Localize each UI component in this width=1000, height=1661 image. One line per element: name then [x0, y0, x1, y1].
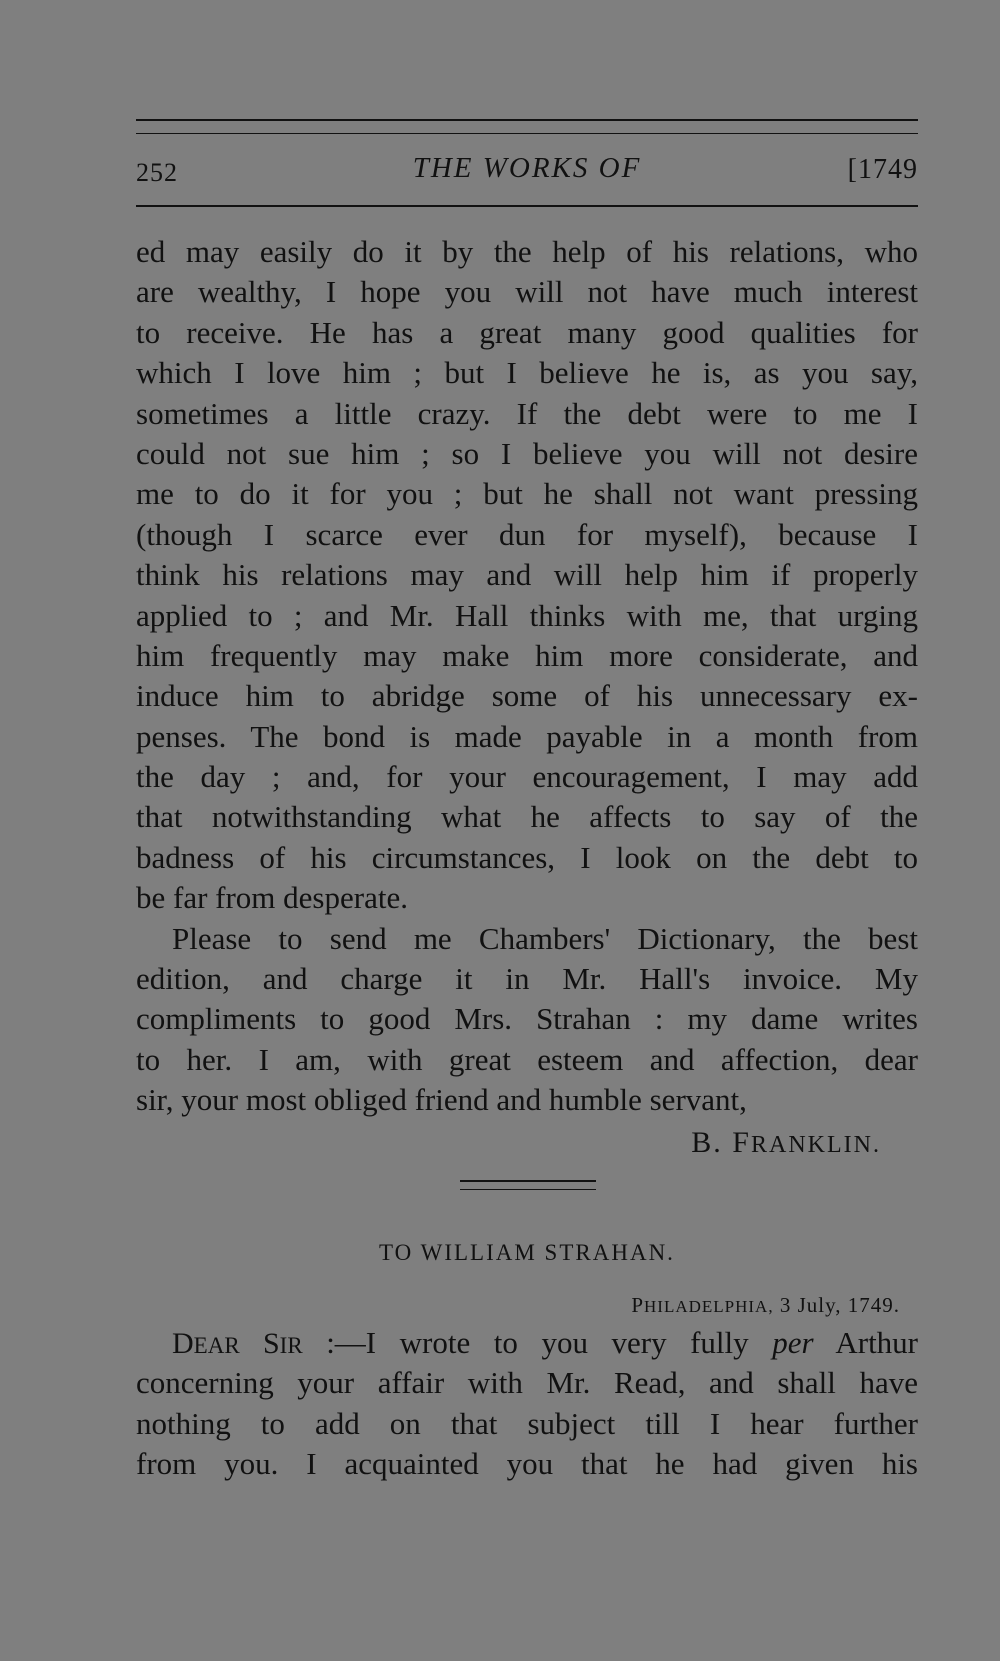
italic-per: per [772, 1325, 814, 1360]
signature [136, 1126, 881, 1160]
letter-body [136, 1323, 918, 1485]
salutation [172, 1327, 303, 1360]
text-line: sometimes a little crazy. If the debt were to me I [136, 395, 918, 431]
text-line: could not sue him ; so I believe you will not desire [136, 435, 918, 471]
text-line: which I love him ; but I believe he is, as you say, [136, 355, 918, 391]
text-line: me to do it for you ; but he shall not want pressing [136, 476, 918, 512]
text-line: be far from desperate. [136, 880, 408, 916]
text-line: that notwithstanding what he affects to say of the [136, 799, 918, 835]
header-rule [136, 205, 918, 207]
section-divider [460, 1180, 596, 1190]
text-line [136, 1323, 918, 1363]
text-line: the day ; and, for your encouragement, I may add [136, 759, 918, 795]
book-page [136, 0, 918, 1661]
text-line: badness of his circumstances, I look on the debt to [136, 839, 918, 875]
text-line: are wealthy, I hope you will not have much interest [136, 274, 918, 310]
text-line: think his relations may and will help him if properly [136, 557, 918, 593]
signature-surname: RANKLIN. [751, 1132, 881, 1158]
salutation-s: S [239, 1327, 280, 1360]
text-line: compliments to good Mrs. Strahan : my dame writes [136, 1001, 918, 1037]
dateline [631, 1293, 900, 1318]
dateline-date: 3 July, 1749. [773, 1293, 900, 1317]
letter-body-continued [136, 232, 918, 1121]
signature-initial: B. F [691, 1126, 751, 1159]
text-line: Please to send me Chambers' Dictionary, the best [172, 920, 918, 956]
salutation-ir: IR [279, 1333, 303, 1358]
text-line: to her. I am, with great esteem and affection, dear [136, 1041, 918, 1077]
letter-heading: TO WILLIAM STRAHAN. [379, 1240, 675, 1265]
text-line: to receive. He has a great many good qualities for [136, 314, 918, 350]
salutation-ear: EAR [193, 1333, 240, 1358]
text-line: applied to ; and Mr. Hall thinks with me, that urging [136, 597, 918, 633]
text-line: nothing to add on that subject till I hear further [136, 1405, 918, 1441]
running-header [136, 152, 918, 192]
header-year: [1749 [847, 154, 918, 185]
text-line: concerning your affair with Mr. Read, and shall have [136, 1365, 918, 1401]
dateline-place-cap: P [631, 1293, 645, 1317]
line-text-end: Arthur [813, 1325, 919, 1360]
salutation-d: D [172, 1327, 194, 1360]
text-line: edition, and charge it in Mr. Hall's invoice. My [136, 961, 918, 997]
text-line: penses. The bond is made payable in a month from [136, 718, 918, 754]
text-line: sir, your most obliged friend and humble servant, [136, 1082, 747, 1118]
text-line: ed may easily do it by the help of his relations, who [136, 234, 918, 269]
text-line: from you. I acquainted you that he had given his [136, 1446, 918, 1482]
running-title: THE WORKS OF [412, 152, 642, 184]
top-rule [136, 119, 918, 121]
text-line: (though I scarce ever dun for myself), because I [136, 516, 918, 552]
top-rule-thin [136, 133, 918, 134]
text-line: induce him to abridge some of his unnecessary ex- [136, 678, 918, 714]
page-number: 252 [136, 158, 178, 187]
line-text: :—I wrote to you very fully [302, 1325, 773, 1360]
text-line: him frequently may make him more considerate, and [136, 637, 918, 673]
dateline-place: HILADELPHIA, [644, 1297, 774, 1316]
